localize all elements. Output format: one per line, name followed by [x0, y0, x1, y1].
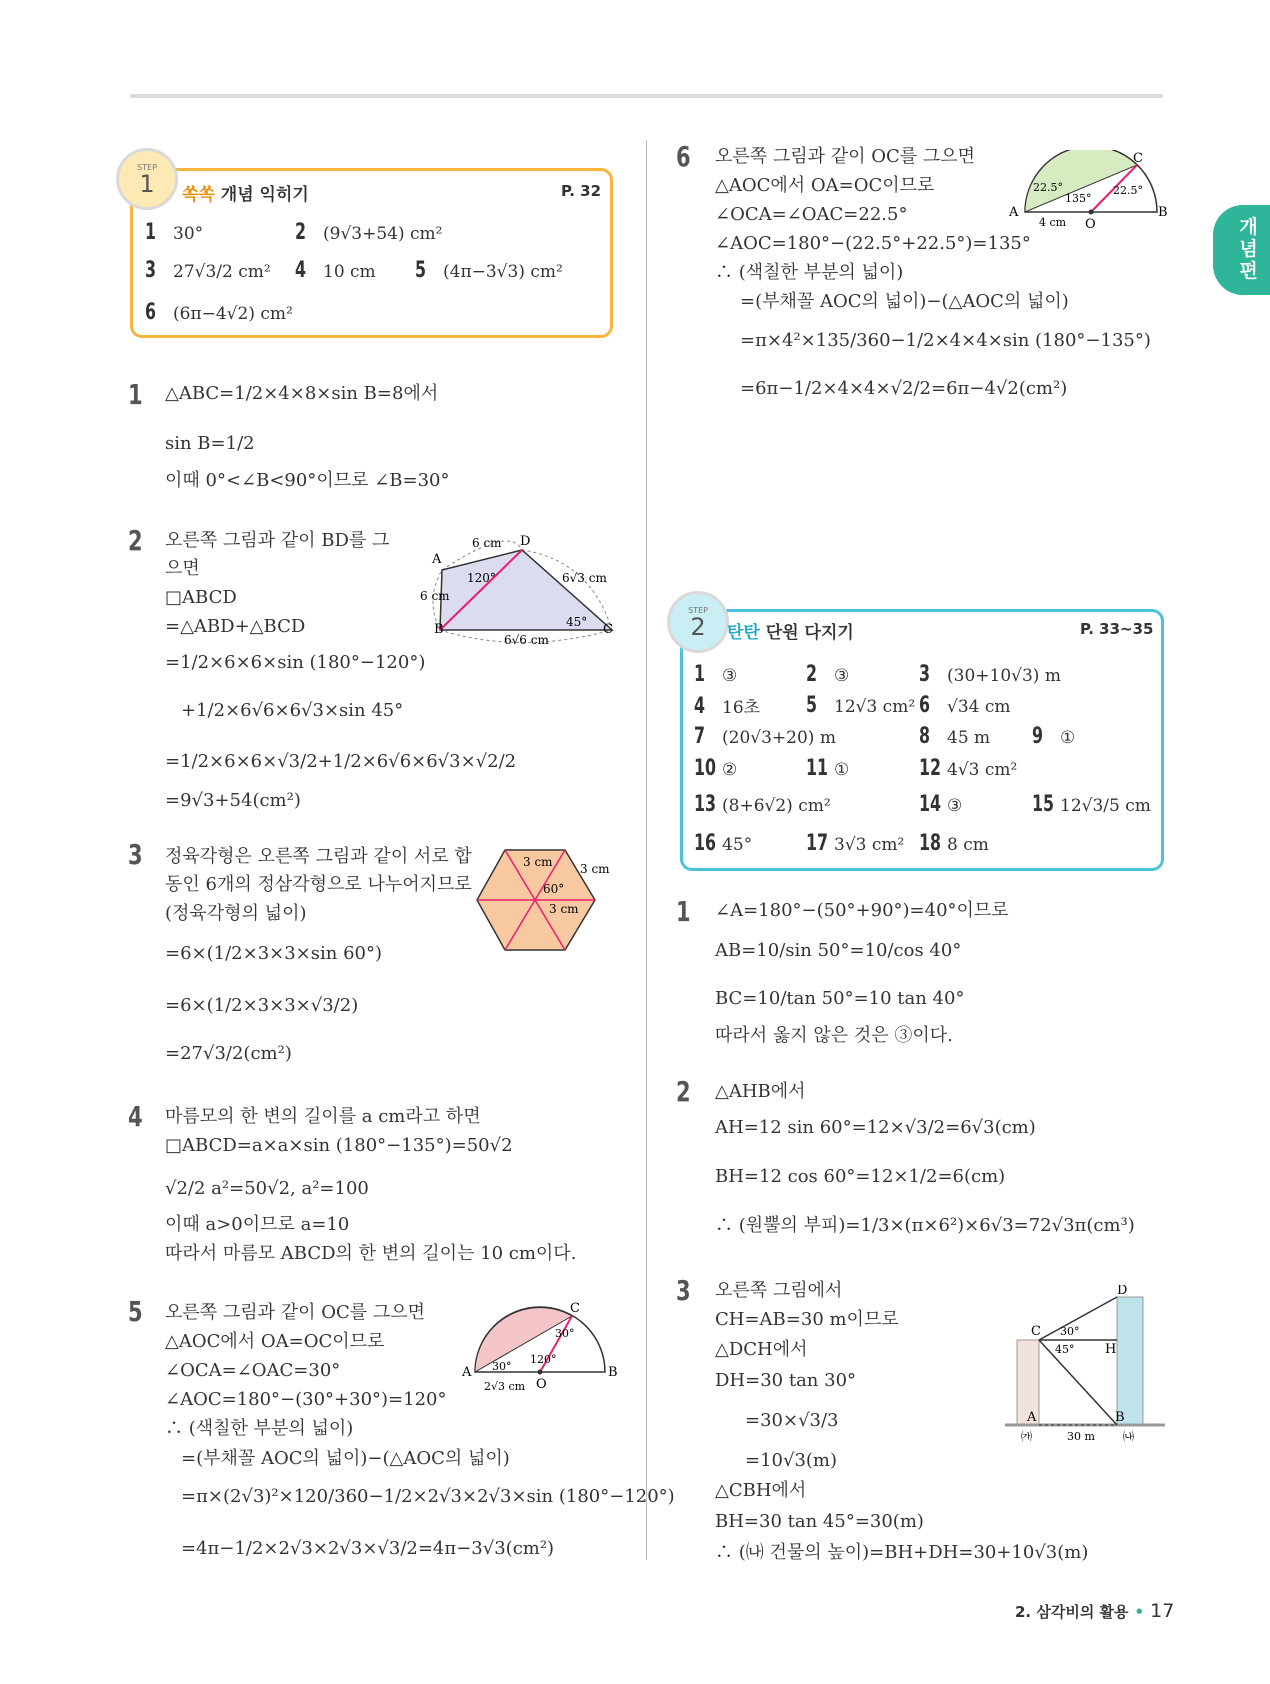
solution-line: =6×(1/2×3×3×sin 60°) — [165, 943, 382, 964]
solution-line: BH=30 tan 45°=30(m) — [715, 1511, 924, 1532]
solution-line: =10√3(m) — [745, 1450, 838, 1471]
answer-item: 7 (20√3+20) m — [694, 724, 836, 749]
building-label: ㈎ — [1021, 1430, 1032, 1443]
label-a: A — [462, 1365, 472, 1380]
question-number: 3 — [128, 838, 143, 871]
solution-line: ∠A=180°−(50°+90°)=40°이므로 — [715, 900, 1009, 921]
answer-item: 5 (4π−3√3) cm² — [415, 258, 563, 283]
label-d: D — [520, 534, 531, 549]
answer-item: 15 12√3/5 cm — [1032, 792, 1151, 817]
solution-line: BH=12 cos 60°=12×1/2=6(cm) — [715, 1166, 1006, 1187]
answer-item: 14 ③ — [919, 792, 963, 817]
label-b: B — [608, 1365, 618, 1380]
answer-item: 2 ③ — [806, 662, 850, 687]
top-rule — [130, 94, 1163, 98]
solution-line: 이때 0°<∠B<90°이므로 ∠B=30° — [165, 470, 450, 491]
question-number: 1 — [676, 895, 691, 928]
solution-line: △AHB에서 — [715, 1081, 806, 1102]
answer-item: 11 ① — [806, 756, 850, 781]
label-h: H — [1105, 1342, 1117, 1357]
title-accent: 쏙쏙 — [182, 185, 215, 205]
solution-line: 오른쪽 그림에서 — [715, 1280, 843, 1301]
step-label: STEP — [688, 606, 708, 615]
building-b — [1117, 1297, 1143, 1425]
question-number: 4 — [128, 1100, 143, 1133]
angle-label: 22.5° — [1033, 181, 1063, 194]
solution-line: 정육각형은 오른쪽 그림과 같이 서로 합 — [165, 846, 472, 867]
solution-line: =6×(1/2×3×3×√3/2) — [165, 995, 359, 1016]
side-bc: 6√6 cm — [504, 633, 549, 645]
question-number: 6 — [676, 140, 691, 173]
label-o: O — [1085, 217, 1096, 230]
label-o: O — [536, 1377, 547, 1392]
answer-item: 5 12√3 cm² — [806, 693, 916, 718]
solution-line: △CBH에서 — [715, 1480, 807, 1501]
label-a: A — [1027, 1410, 1037, 1425]
step-badge — [116, 148, 178, 210]
column-divider — [646, 140, 647, 1560]
angle-label: 30° — [1060, 1325, 1080, 1338]
center-point — [538, 1370, 543, 1375]
answer-item: 9 ① — [1032, 724, 1076, 749]
side-ab: 6 cm — [420, 589, 450, 603]
solution-line: BC=10/tan 50°=10 tan 40° — [715, 988, 965, 1009]
label-b: B — [1158, 205, 1168, 220]
step-badge — [667, 591, 729, 653]
angle-label: 120° — [530, 1353, 557, 1366]
title-accent: 탄탄 — [727, 623, 760, 643]
side-tab-char: 념 — [1239, 238, 1258, 260]
hex-label: 3 cm — [580, 862, 610, 876]
box-title — [182, 180, 309, 205]
solution-line: 오른쪽 그림과 같이 OC를 그으면 — [165, 1302, 426, 1323]
question-number: 3 — [676, 1274, 691, 1307]
hexagon-figure — [475, 848, 625, 953]
solution-line: AH=12 sin 60°=12×√3/2=6√3(cm) — [715, 1117, 1036, 1138]
solution-line: 오른쪽 그림과 같이 BD를 그 — [165, 530, 390, 551]
solution-line: =(부채꼴 AOC의 넓이)−(△AOC의 넓이) — [181, 1448, 510, 1469]
side-tab[interactable] — [1213, 205, 1270, 295]
solution-line: AB=10/sin 50°=10/cos 40° — [715, 940, 962, 961]
solution-line: 따라서 옳지 않은 것은 ③이다. — [715, 1025, 953, 1046]
answer-item: 4 16초 — [694, 694, 761, 719]
solution-line: =6π−1/2×4×4×√2/2=6π−4√2(cm²) — [740, 378, 1068, 399]
answer-item: 13 (8+6√2) cm² — [694, 792, 831, 817]
step-number: 1 — [139, 170, 155, 198]
solution-line: △AOC에서 OA=OC이므로 — [715, 175, 935, 196]
answer-item: 8 45 m — [919, 724, 991, 749]
side-tab-char: 편 — [1239, 260, 1258, 282]
label-c: C — [570, 1301, 580, 1316]
question-number: 5 — [128, 1295, 143, 1328]
label-c: C — [1031, 1324, 1041, 1339]
solution-line: 동인 6개의 정삼각형으로 나누어지므로 — [165, 874, 472, 895]
answer-item: 4 10 cm — [295, 258, 376, 283]
solution-line: ∠AOC=180°−(22.5°+22.5°)=135° — [715, 233, 1031, 254]
footer-dot: • — [1134, 1603, 1145, 1621]
solution-line: =4π−1/2×2√3×2√3×√3/2=4π−3√3(cm²) — [181, 1538, 555, 1559]
solution-line: (정육각형의 넓이) — [165, 903, 307, 924]
angle-label: 30° — [555, 1327, 575, 1340]
solution-line: =1/2×6×6×sin (180°−120°) — [165, 652, 426, 673]
answer-item: 3 27√3/2 cm² — [145, 258, 271, 283]
title-rest: 개념 익히기 — [214, 185, 309, 205]
solution-line: △DCH에서 — [715, 1339, 808, 1360]
solution-line: =(부채꼴 AOC의 넓이)−(△AOC의 넓이) — [740, 291, 1069, 312]
title-rest: 단원 다지기 — [759, 623, 854, 643]
box-title — [727, 618, 854, 643]
solution-line: =9√3+54(cm²) — [165, 790, 301, 811]
solution-line: DH=30 tan 30° — [715, 1370, 857, 1391]
chapter-title: 2. 삼각비의 활용 — [1015, 1603, 1129, 1621]
solution-line: CH=AB=30 m이므로 — [715, 1309, 899, 1330]
page-number: 17 — [1150, 1600, 1175, 1622]
solution-line: ∠OCA=∠OAC=22.5° — [715, 204, 908, 225]
hex-label: 3 cm — [523, 855, 553, 869]
buildings-figure — [1005, 1285, 1165, 1445]
semicircle-figure-q6 — [1005, 150, 1170, 230]
angle-label: 45° — [1055, 1343, 1075, 1356]
solution-line: =π×4²×135/360−1/2×4×4×sin (180°−135°) — [740, 330, 1151, 351]
answer-item: 18 8 cm — [919, 831, 989, 856]
label-c: C — [603, 622, 613, 637]
step-label: STEP — [137, 163, 157, 172]
angle-label: 22.5° — [1113, 184, 1143, 197]
hex-label: 3 cm — [549, 902, 579, 916]
page-ref: P. 33~35 — [1080, 620, 1154, 638]
side-tab-char: 개 — [1239, 216, 1258, 238]
answer-item: 3 (30+10√3) m — [919, 662, 1061, 687]
side-ad: 6 cm — [472, 536, 502, 550]
answer-item: 6 √34 cm — [919, 693, 1011, 718]
solution-line: 마름모의 한 변의 길이를 a cm라고 하면 — [165, 1106, 481, 1127]
label-c: C — [1133, 151, 1143, 166]
quadrilateral-figure — [420, 530, 620, 645]
solution-line: ∴ (색칠한 부분의 넓이) — [715, 262, 904, 283]
solution-line: =30×√3/3 — [745, 1410, 839, 1431]
angle-label: 135° — [1065, 192, 1092, 205]
label-a: A — [1009, 205, 1019, 220]
solution-line: sin B=1/2 — [165, 433, 255, 454]
page-ref: P. 32 — [561, 182, 602, 200]
answer-item: 17 3√3 cm² — [806, 831, 905, 856]
angle-a: 120° — [467, 571, 496, 585]
hex-angle: 60° — [543, 882, 565, 896]
answer-item: 12 4√3 cm² — [919, 756, 1018, 781]
answer-item: 2 (9√3+54) cm² — [295, 220, 443, 245]
answer-item: 16 45° — [694, 831, 753, 856]
answer-item: 1 ③ — [694, 662, 738, 687]
label-b: B — [434, 622, 444, 637]
solution-line: =1/2×6×6×√3/2+1/2×6√6×6√3×√2/2 — [165, 751, 517, 772]
question-number: 2 — [128, 524, 143, 557]
label-b: B — [1115, 1410, 1125, 1425]
solution-line: △ABC=1/2×4×8×sin B=8에서 — [165, 383, 439, 404]
solution-line: 이때 a>0이므로 a=10 — [165, 1214, 350, 1235]
side-dc: 6√3 cm — [562, 571, 607, 585]
label-d: D — [1117, 1285, 1128, 1298]
solution-line: △AOC에서 OA=OC이므로 — [165, 1331, 385, 1352]
answer-item: 1 30° — [145, 220, 204, 245]
solution-line: □ABCD=a×a×sin (180°−135°)=50√2 — [165, 1135, 513, 1156]
step-number: 2 — [690, 613, 706, 641]
question-number: 1 — [128, 378, 143, 411]
solution-line: ∴ (원뿔의 부피)=1/3×(π×6²)×6√3=72√3π(cm³) — [715, 1215, 1135, 1236]
solution-line: 따라서 마름모 ABCD의 한 변의 길이는 10 cm이다. — [165, 1243, 577, 1264]
solution-line: □ABCD — [165, 587, 237, 608]
length-label: 4 cm — [1039, 216, 1067, 229]
solution-line: 오른쪽 그림과 같이 OC를 그으면 — [715, 146, 976, 167]
solution-line: =π×(2√3)²×120/360−1/2×2√3×2√3×sin (180°−120°) — [181, 1486, 675, 1507]
page-footer — [1015, 1600, 1174, 1622]
solution-line: +1/2×6√6×6√3×sin 45° — [181, 700, 404, 721]
solution-line: ∠OCA=∠OAC=30° — [165, 1360, 341, 1381]
question-number: 2 — [676, 1075, 691, 1108]
solution-line: =△ABD+△BCD — [165, 616, 306, 637]
angle-label: 30° — [492, 1360, 512, 1373]
answer-item: 10 ② — [694, 756, 738, 781]
label-a: A — [432, 552, 442, 567]
angle-c: 45° — [566, 615, 588, 629]
length-label: 30 m — [1067, 1430, 1095, 1443]
solution-line: √2/2 a²=50√2, a²=100 — [165, 1178, 369, 1199]
building-label: ㈏ — [1123, 1430, 1134, 1443]
solution-line: ∴ (색칠한 부분의 넓이) — [165, 1418, 354, 1439]
solution-line: ∠AOC=180°−(30°+30°)=120° — [165, 1389, 447, 1410]
solution-line: ∴ (㈏ 건물의 높이)=BH+DH=30+10√3(m) — [715, 1542, 1089, 1563]
center-point — [1089, 210, 1094, 215]
solution-line: 으면 — [165, 558, 200, 579]
solution-line: =27√3/2(cm²) — [165, 1043, 292, 1064]
semicircle-figure-q5 — [460, 1300, 620, 1395]
answer-item: 6 (6π−4√2) cm² — [145, 300, 293, 325]
length-label: 2√3 cm — [484, 1380, 526, 1393]
